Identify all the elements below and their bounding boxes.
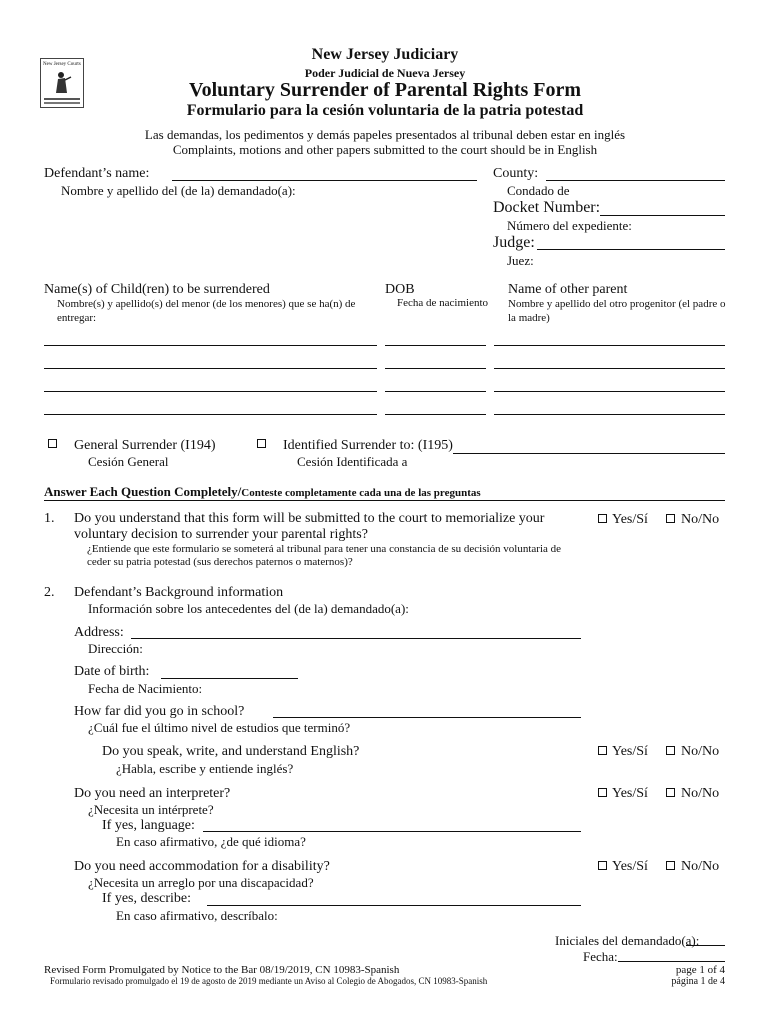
other-parent-field[interactable] (494, 414, 725, 415)
child-name-field[interactable] (44, 414, 377, 415)
address-label-es: Dirección: (88, 641, 143, 656)
language-notice-en: Complaints, motions and other papers submitted to the court should be in English (172, 142, 598, 157)
other-parent-field[interactable] (494, 391, 725, 392)
language-notice-es: Las demandas, los pedimentos y demás papeles presentados al tribunal deben estar en inglés (144, 127, 626, 142)
describe-label-es: En caso afirmativo, descríbalo: (116, 908, 278, 923)
language-label: If yes, language: (102, 818, 195, 833)
child-dob-field[interactable] (385, 414, 486, 415)
county-label-es: Condado de (507, 183, 570, 198)
q1-text-es-line2: ceder su patria potestad (sus derechos paternos o maternos)? (87, 556, 353, 568)
q1-yes-checkbox[interactable] (598, 514, 607, 523)
accommodation-question-es: ¿Necesita un arreglo por una discapacidad? (88, 875, 314, 890)
children-name-header: Name(s) of Child(ren) to be surrendered (44, 282, 270, 297)
date-of-birth-label: Date of birth: (74, 664, 150, 679)
accommodation-no-checkbox[interactable] (666, 861, 675, 870)
form-title: Voluntary Surrender of Parental Rights Form (188, 79, 582, 101)
other-parent-field[interactable] (494, 345, 725, 346)
school-field[interactable] (273, 717, 581, 718)
revision-note: Revised Form Promulgated by Notice to the Bar 08/19/2019, CN 10983-Spanish (44, 964, 400, 976)
interpreter-no-label: No/No (681, 786, 720, 801)
q1-text-line2: voluntary decision to surrender your parental rights? (74, 527, 368, 542)
questions-heading-en: Answer Each Question Completely/ (44, 484, 242, 499)
address-label: Address: (74, 625, 124, 640)
org-name-es: Poder Judicial de Nueva Jersey (304, 66, 466, 80)
child-dob-field[interactable] (385, 368, 486, 369)
english-no-checkbox[interactable] (666, 746, 675, 755)
children-name-header-es: Nombre(s) y apellido(s) del menor (de los menores) que se ha(n) de entregar: (57, 298, 356, 324)
language-label-es: En caso afirmativo, ¿de qué idioma? (116, 834, 306, 849)
docket-number-label-es: Número del expediente: (507, 218, 632, 233)
child-name-field[interactable] (44, 368, 377, 369)
page-number-es: página 1 de 4 (671, 976, 725, 987)
q1-number: 1. (44, 511, 55, 526)
describe-label: If yes, describe: (102, 891, 192, 906)
q2-title-es: Información sobre los antecedentes del (de la) demandado(a): (88, 601, 409, 616)
other-parent-header-es: Nombre y apellido del otro progenitor (el padre o la madre) (508, 298, 726, 324)
questions-heading (44, 483, 481, 501)
footer-date-label: Fecha: (583, 949, 618, 964)
identified-surrender-field[interactable] (453, 453, 725, 454)
english-yes-checkbox[interactable] (598, 746, 607, 755)
date-of-birth-label-es: Fecha de Nacimiento: (88, 681, 203, 696)
interpreter-no-checkbox[interactable] (666, 788, 675, 797)
child-dob-field[interactable] (385, 345, 486, 346)
form-title-es: Formulario para la cesión voluntaria de la patria potestad (186, 102, 584, 119)
school-label: How far did you go in school? (74, 704, 245, 719)
q1-yes-label: Yes/Sí (612, 512, 648, 527)
county-label: County: (493, 166, 539, 181)
initials-label: Iniciales del demandado(a): (555, 933, 700, 948)
judge-label-es: Juez: (507, 253, 534, 268)
english-no-label: No/No (681, 744, 720, 759)
interpreter-yes-label: Yes/Sí (612, 786, 648, 801)
accommodation-yes-checkbox[interactable] (598, 861, 607, 870)
docket-number-field[interactable] (600, 215, 725, 216)
docket-number-label: Docket Number: (493, 199, 601, 216)
interpreter-question: Do you need an interpreter? (74, 786, 231, 801)
child-name-field[interactable] (44, 345, 377, 346)
identified-surrender-label: Identified Surrender to: (I195) (283, 438, 453, 453)
q1-no-label: No/No (681, 512, 720, 527)
dob-header: DOB (385, 282, 415, 297)
identified-surrender-checkbox[interactable] (257, 439, 266, 448)
defendant-name-label-es: Nombre y apellido del (de la) demandado(a): (61, 183, 296, 198)
heading-rule (44, 500, 725, 501)
judge-label: Judge: (493, 234, 535, 251)
other-parent-header: Name of other parent (508, 282, 628, 297)
date-of-birth-field[interactable] (161, 678, 298, 679)
english-question: Do you speak, write, and understand English? (102, 744, 360, 759)
q1-text-es-line1: ¿Entiende que este formulario se someterá al tribunal para tener una constancia de su decisión voluntaria de (87, 543, 562, 555)
school-label-es: ¿Cuál fue el último nivel de estudios que terminó? (88, 720, 351, 735)
language-field[interactable] (203, 831, 581, 832)
defendant-name-field[interactable] (172, 180, 477, 181)
questions-heading-es: Conteste completamente cada una de las preguntas (241, 487, 481, 499)
q2-number: 2. (44, 585, 55, 600)
initials-field[interactable] (686, 945, 725, 946)
child-dob-field[interactable] (385, 391, 486, 392)
interpreter-question-es: ¿Necesita un intérprete? (88, 802, 214, 817)
other-parent-field[interactable] (494, 368, 725, 369)
child-name-field[interactable] (44, 391, 377, 392)
general-surrender-label: General Surrender (I194) (74, 438, 216, 453)
defendant-name-label: Defendant’s name: (44, 166, 150, 181)
address-field[interactable] (131, 638, 581, 639)
org-name: New Jersey Judiciary (311, 46, 459, 63)
q2-title: Defendant’s Background information (74, 585, 284, 600)
describe-field[interactable] (207, 905, 581, 906)
dob-header-es: Fecha de nacimiento (397, 297, 489, 309)
interpreter-yes-checkbox[interactable] (598, 788, 607, 797)
accommodation-question: Do you need accommodation for a disability? (74, 859, 330, 874)
page-number: page 1 of 4 (675, 964, 725, 976)
accommodation-yes-label: Yes/Sí (612, 859, 648, 874)
general-surrender-label-es: Cesión General (88, 454, 169, 469)
english-question-es: ¿Habla, escribe y entiende inglés? (116, 761, 294, 776)
q1-text-line1: Do you understand that this form will be submitted to the court to memorialize your (74, 511, 545, 526)
logo-text: New Jersey Courts (43, 62, 81, 67)
footer-date-field[interactable] (618, 961, 725, 962)
general-surrender-checkbox[interactable] (48, 439, 57, 448)
english-yes-label: Yes/Sí (612, 744, 648, 759)
county-field[interactable] (546, 180, 725, 181)
accommodation-no-label: No/No (681, 859, 720, 874)
q1-no-checkbox[interactable] (666, 514, 675, 523)
judge-field[interactable] (537, 249, 725, 250)
revision-note-es: Formulario revisado promulgado el 19 de agosto de 2019 mediante un Aviso al Colegio de Abogados, CN 10983-Spanish (50, 976, 488, 986)
identified-surrender-label-es: Cesión Identificada a (297, 454, 408, 469)
